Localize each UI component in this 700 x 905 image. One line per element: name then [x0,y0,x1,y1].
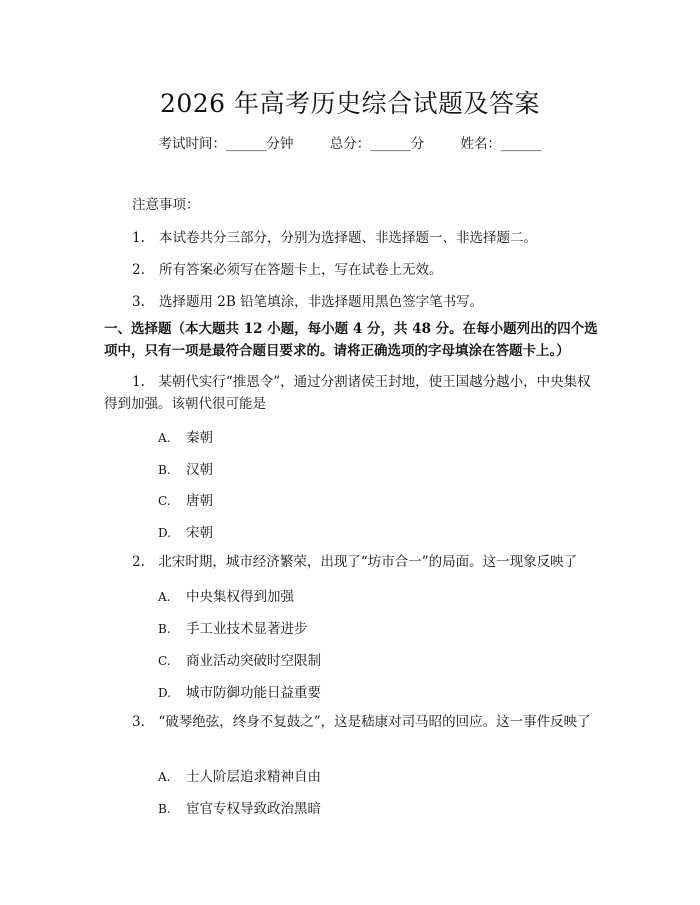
option-letter: A. [158,590,171,604]
option-text: 城市防御功能日益重要 [186,685,321,701]
option-item [158,489,213,509]
option-letter: B. [158,463,171,477]
notice-heading: 注意事项： [132,197,200,213]
option-letter: C. [158,494,171,508]
section-heading-choice: 一、选择题（本大题共 12 小题，每小题 4 分，共 48 分。在每小题列出的四个选项中，只有一项是最符合题目要求的。请将正确选项的字母填涂在答题卡上。） [104,321,598,359]
option-text: 唐朝 [186,493,213,509]
option-text: 商业活动突破时空限制 [186,653,321,669]
option-item [158,617,308,637]
option-text: 中央集权得到加强 [186,589,294,605]
student-name-field: 姓名：______ [460,136,542,152]
notice-item-number: 2. [132,262,145,278]
notice-item [132,290,483,310]
question-stem: 1. 某朝代实行“推恩令”，通过分割诸侯王封地，使王国越分越小，中央集权得到加强。该朝代很可能是 [104,374,591,412]
option-text: 手工业技术显著进步 [186,621,308,637]
option-item [158,521,213,541]
option-item [158,765,321,785]
exam-meta [0,132,700,152]
option-letter: D. [158,686,172,700]
notice-item-text: 所有答案必须写在答题卡上，写在试卷上无效。 [159,262,443,278]
notice-item [132,226,537,246]
option-text: 秦朝 [186,430,213,446]
option-letter: D. [158,526,172,540]
option-text: 士人阶层追求精神自由 [186,769,321,785]
option-item [158,797,321,817]
notice-item-text: 本试卷共分三部分，分别为选择题、非选择题一、非选择题二。 [159,230,537,246]
notice-item-number: 1. [132,230,145,246]
total-score-field: 总分：______分 [329,136,425,152]
page-title: 2026 年高考历史综合试题及答案 [159,89,541,118]
option-item [158,649,321,669]
option-item [158,426,213,446]
notice-item [132,258,443,278]
option-letter: A. [158,431,171,445]
option-text: 汉朝 [186,462,213,478]
option-letter: A. [158,770,171,784]
option-item [158,681,321,701]
option-text: 宦官专权导致政治黑暗 [186,801,321,817]
option-letter: B. [158,802,171,816]
exam-time-field: 考试时间：______分钟 [158,136,294,152]
option-letter: C. [158,654,171,668]
option-item [158,585,294,605]
question-stem: 2. 北宋时期，城市经济繁荣，出现了“坊市合一”的局面。这一现象反映了 [132,554,578,570]
option-letter: B. [158,622,171,636]
question-stem: 3. “破琴绝弦，终身不复鼓之”，这是嵇康对司马昭的回应。这一事件反映了 [132,714,591,730]
option-item [158,458,213,478]
notice-item-number: 3. [132,294,145,310]
option-text: 宋朝 [186,525,213,541]
notice-item-text: 选择题用 2B 铅笔填涂，非选择题用黑色签字笔书写。 [159,294,484,310]
